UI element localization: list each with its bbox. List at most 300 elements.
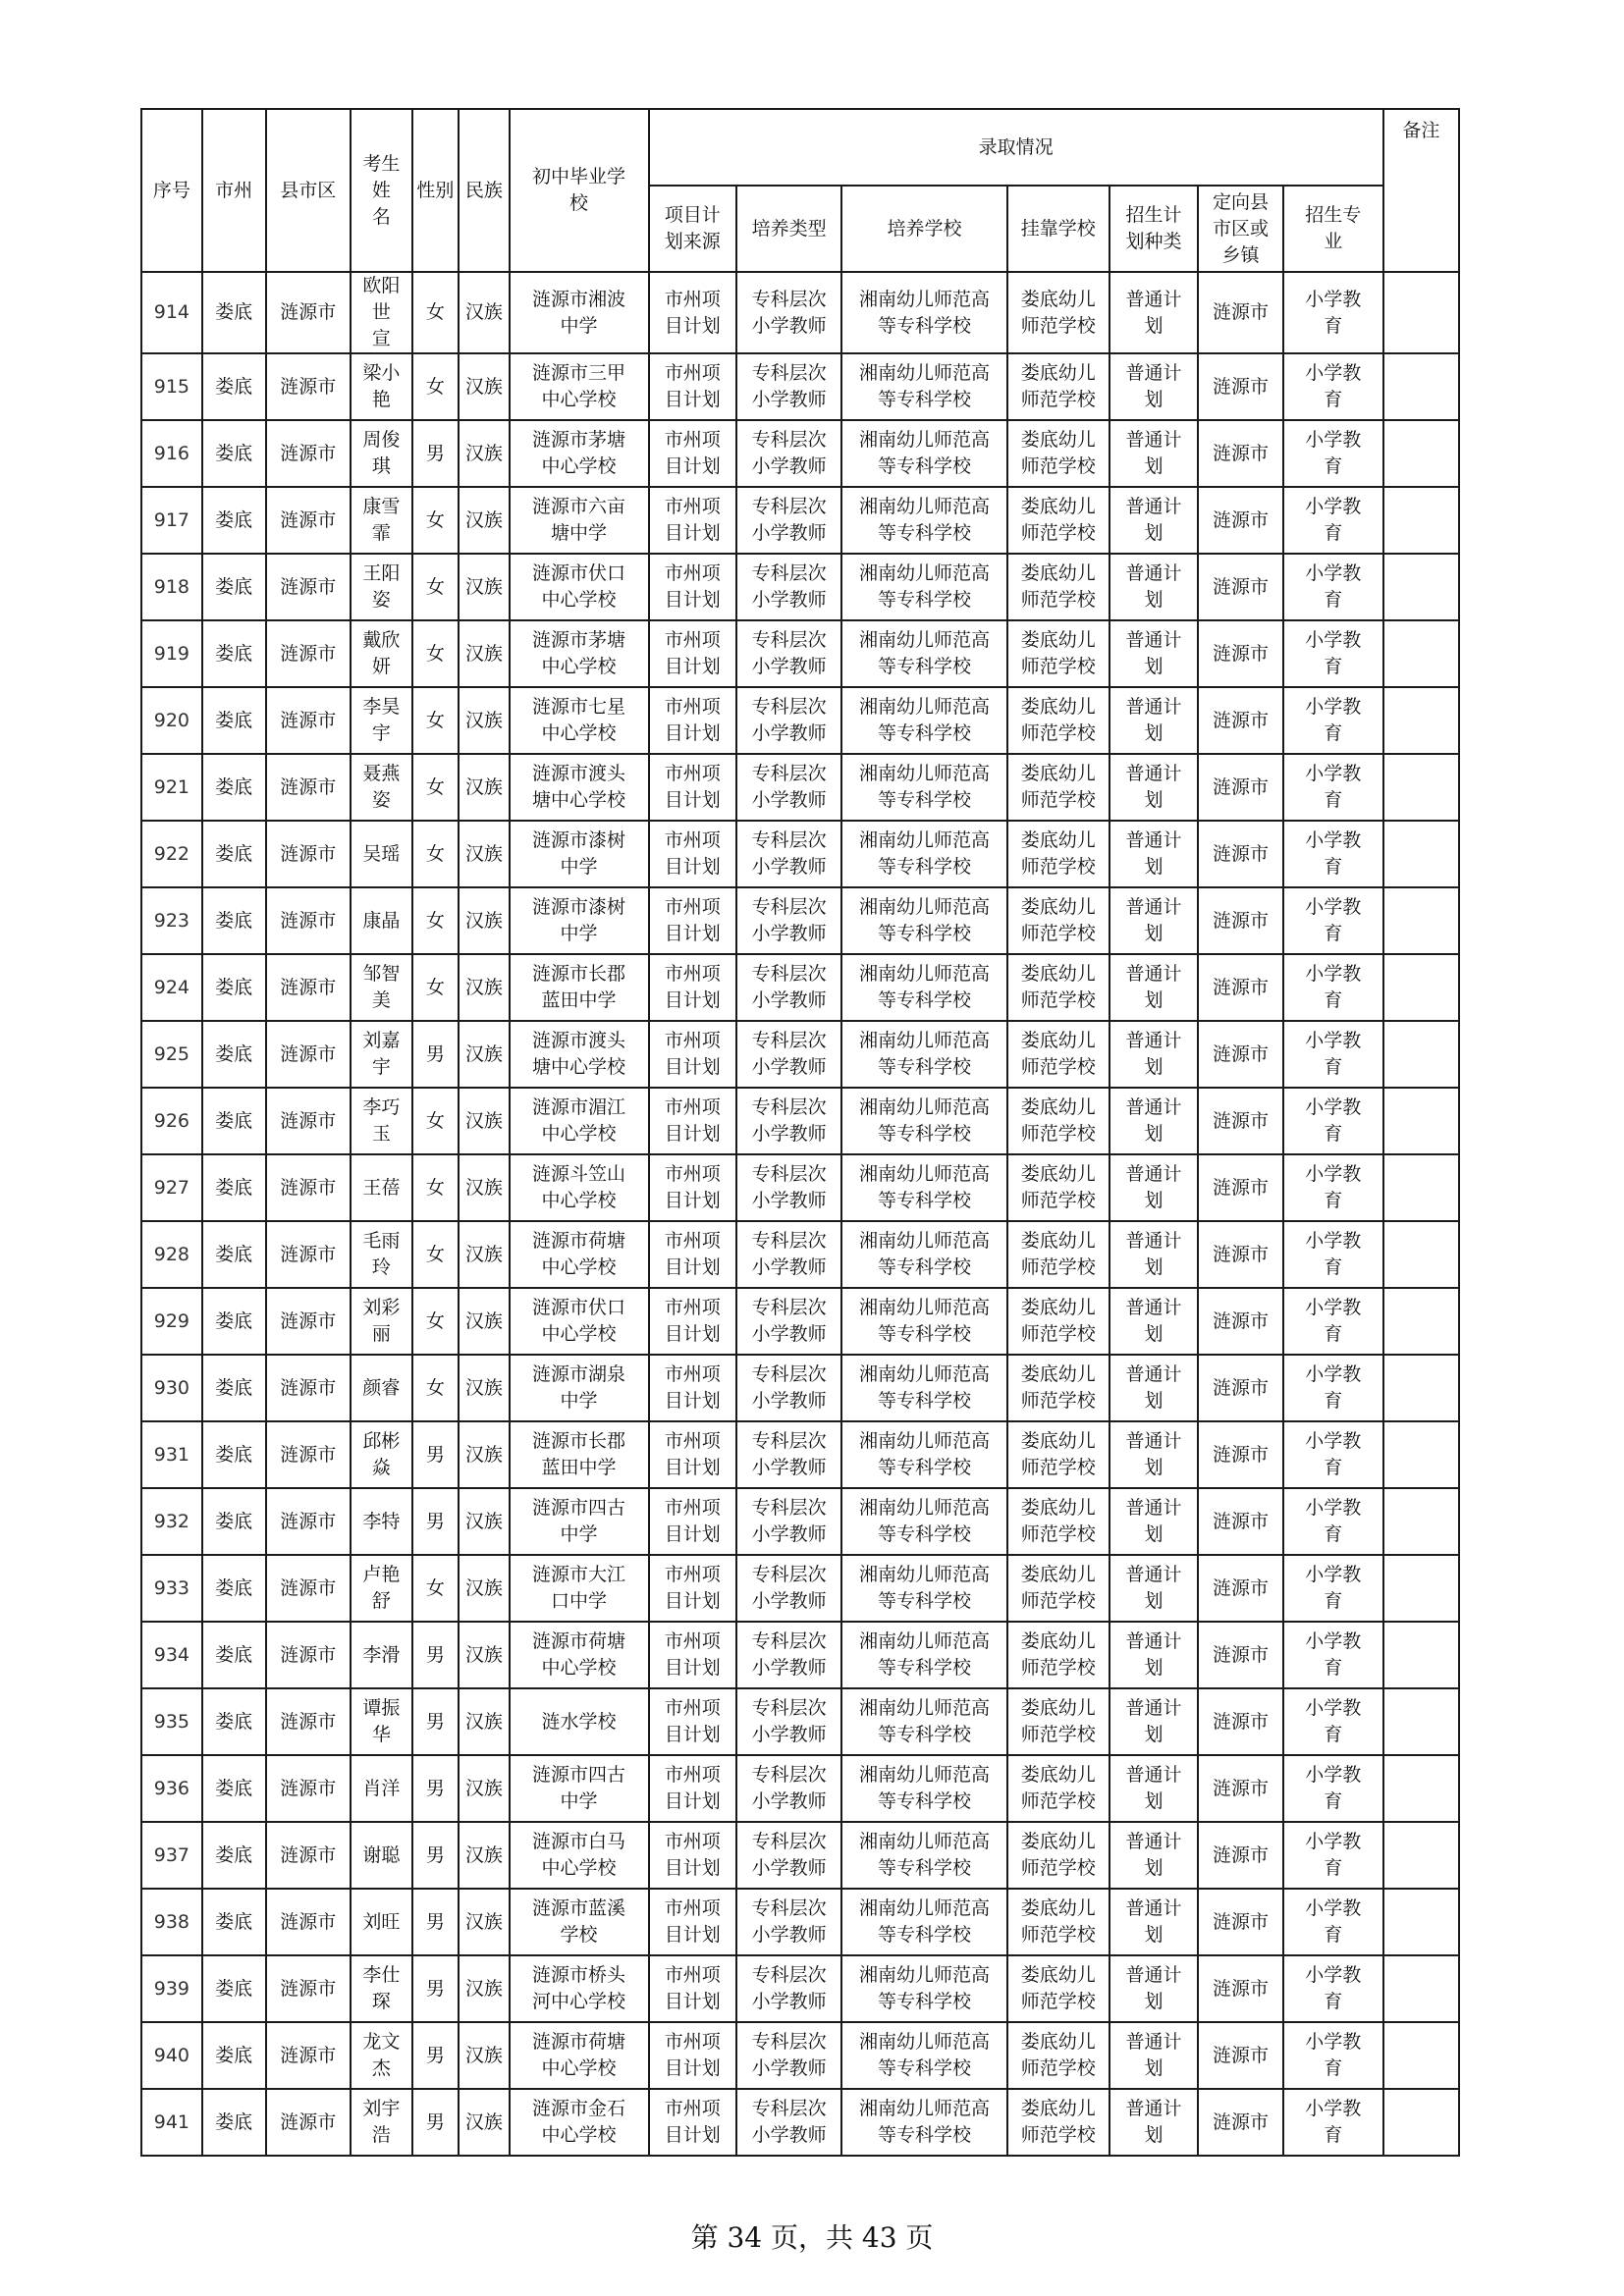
cell-gender: 女 — [412, 1221, 459, 1288]
cell-plan-source: 市州项 目计划 — [649, 887, 737, 954]
cell-middle-school: 涟源市长郡 蓝田中学 — [510, 1421, 649, 1488]
cell-training-school: 湘南幼儿师范高 等专科学校 — [841, 1955, 1007, 2022]
cell-affiliated-school: 娄底幼儿 师范学校 — [1007, 1021, 1110, 1088]
cell-major: 小学教 育 — [1283, 1488, 1383, 1555]
cell-major: 小学教 育 — [1283, 1221, 1383, 1288]
cell-city: 娄底 — [202, 687, 266, 754]
cell-directed-area: 涟源市 — [1198, 353, 1282, 420]
cell-ethnicity: 汉族 — [459, 1355, 509, 1421]
cell-gender: 女 — [412, 887, 459, 954]
cell-seq: 925 — [141, 1021, 202, 1088]
cell-major: 小学教 育 — [1283, 1622, 1383, 1688]
cell-directed-area: 涟源市 — [1198, 1355, 1282, 1421]
cell-middle-school: 涟源市漆树 中学 — [510, 821, 649, 887]
page-number: 第 34 页，共 43 页 — [690, 2221, 934, 2254]
cell-affiliated-school: 娄底幼儿 师范学校 — [1007, 687, 1110, 754]
cell-ethnicity: 汉族 — [459, 821, 509, 887]
cell-major: 小学教 育 — [1283, 1688, 1383, 1755]
table-row — [141, 887, 1459, 954]
cell-plan-kind: 普通计 划 — [1110, 754, 1199, 821]
header-seq: 序号 — [141, 109, 202, 272]
cell-county: 涟源市 — [266, 887, 351, 954]
cell-middle-school: 涟源市漆树 中学 — [510, 887, 649, 954]
cell-remarks — [1383, 1622, 1459, 1688]
cell-seq: 933 — [141, 1555, 202, 1622]
cell-plan-source: 市州项 目计划 — [649, 272, 737, 353]
cell-seq: 930 — [141, 1355, 202, 1421]
cell-affiliated-school: 娄底幼儿 师范学校 — [1007, 1688, 1110, 1755]
cell-major: 小学教 育 — [1283, 1889, 1383, 1955]
cell-training-type: 专科层次 小学教师 — [736, 353, 841, 420]
cell-seq: 927 — [141, 1154, 202, 1221]
cell-county: 涟源市 — [266, 487, 351, 554]
cell-ethnicity: 汉族 — [459, 754, 509, 821]
cell-remarks — [1383, 1154, 1459, 1221]
cell-remarks — [1383, 1755, 1459, 1822]
cell-training-school: 湘南幼儿师范高 等专科学校 — [841, 554, 1007, 620]
cell-major: 小学教 育 — [1283, 1955, 1383, 2022]
cell-major: 小学教 育 — [1283, 2022, 1383, 2089]
cell-ethnicity: 汉族 — [459, 1622, 509, 1688]
cell-plan-source: 市州项 目计划 — [649, 1154, 737, 1221]
cell-major: 小学教 育 — [1283, 1288, 1383, 1355]
table-row — [141, 1822, 1459, 1889]
cell-name: 邱彬焱 — [351, 1421, 412, 1488]
table-row — [141, 1555, 1459, 1622]
table-row — [141, 1021, 1459, 1088]
cell-county: 涟源市 — [266, 420, 351, 487]
table-row — [141, 353, 1459, 420]
cell-plan-source: 市州项 目计划 — [649, 487, 737, 554]
cell-major: 小学教 育 — [1283, 620, 1383, 687]
cell-ethnicity: 汉族 — [459, 272, 509, 353]
header-major: 招生专 业 — [1283, 186, 1383, 272]
cell-city: 娄底 — [202, 1021, 266, 1088]
cell-plan-kind: 普通计 划 — [1110, 1288, 1199, 1355]
cell-seq: 924 — [141, 954, 202, 1021]
header-name: 考生姓 名 — [351, 109, 412, 272]
cell-ethnicity: 汉族 — [459, 1488, 509, 1555]
cell-directed-area: 涟源市 — [1198, 1288, 1282, 1355]
cell-plan-kind: 普通计 划 — [1110, 1622, 1199, 1688]
header-remarks: 备注 — [1383, 109, 1459, 272]
cell-plan-source: 市州项 目计划 — [649, 620, 737, 687]
table-row — [141, 620, 1459, 687]
cell-training-school: 湘南幼儿师范高 等专科学校 — [841, 1088, 1007, 1154]
table-row — [141, 1889, 1459, 1955]
cell-middle-school: 涟源市长郡 蓝田中学 — [510, 954, 649, 1021]
cell-middle-school: 涟源市桥头 河中心学校 — [510, 1955, 649, 2022]
cell-city: 娄底 — [202, 1688, 266, 1755]
cell-seq: 923 — [141, 887, 202, 954]
cell-county: 涟源市 — [266, 1955, 351, 2022]
cell-ethnicity: 汉族 — [459, 687, 509, 754]
cell-middle-school: 涟源市湘波 中学 — [510, 272, 649, 353]
cell-gender: 男 — [412, 1822, 459, 1889]
cell-directed-area: 涟源市 — [1198, 420, 1282, 487]
cell-gender: 男 — [412, 1021, 459, 1088]
cell-plan-kind: 普通计 划 — [1110, 1421, 1199, 1488]
cell-plan-kind: 普通计 划 — [1110, 1889, 1199, 1955]
cell-seq: 935 — [141, 1688, 202, 1755]
cell-plan-kind: 普通计 划 — [1110, 1355, 1199, 1421]
cell-name: 戴欣妍 — [351, 620, 412, 687]
cell-name: 李滑 — [351, 1622, 412, 1688]
cell-remarks — [1383, 1221, 1459, 1288]
header-admission-status: 录取情况 — [649, 109, 1383, 186]
cell-seq: 940 — [141, 2022, 202, 2089]
cell-name: 刘旺 — [351, 1889, 412, 1955]
cell-affiliated-school: 娄底幼儿 师范学校 — [1007, 1555, 1110, 1622]
cell-plan-source: 市州项 目计划 — [649, 1755, 737, 1822]
cell-plan-kind: 普通计 划 — [1110, 1822, 1199, 1889]
cell-directed-area: 涟源市 — [1198, 821, 1282, 887]
cell-gender: 女 — [412, 1088, 459, 1154]
cell-seq: 917 — [141, 487, 202, 554]
cell-directed-area: 涟源市 — [1198, 554, 1282, 620]
cell-ethnicity: 汉族 — [459, 1555, 509, 1622]
cell-gender: 女 — [412, 353, 459, 420]
cell-training-type: 专科层次 小学教师 — [736, 420, 841, 487]
cell-ethnicity: 汉族 — [459, 954, 509, 1021]
cell-name: 邹智美 — [351, 954, 412, 1021]
cell-training-school: 湘南幼儿师范高 等专科学校 — [841, 272, 1007, 353]
cell-city: 娄底 — [202, 1355, 266, 1421]
cell-ethnicity: 汉族 — [459, 1021, 509, 1088]
cell-remarks — [1383, 1021, 1459, 1088]
cell-training-type: 专科层次 小学教师 — [736, 954, 841, 1021]
header-plan-source: 项目计 划来源 — [649, 186, 737, 272]
cell-training-type: 专科层次 小学教师 — [736, 1622, 841, 1688]
cell-affiliated-school: 娄底幼儿 师范学校 — [1007, 1822, 1110, 1889]
cell-remarks — [1383, 1088, 1459, 1154]
cell-plan-kind: 普通计 划 — [1110, 1555, 1199, 1622]
cell-name: 李仕琛 — [351, 1955, 412, 2022]
cell-major: 小学教 育 — [1283, 1822, 1383, 1889]
cell-remarks — [1383, 1488, 1459, 1555]
header-county: 县市区 — [266, 109, 351, 272]
cell-directed-area: 涟源市 — [1198, 1688, 1282, 1755]
header-ethnicity: 民族 — [459, 109, 509, 272]
table-row — [141, 754, 1459, 821]
header-gender: 性别 — [412, 109, 459, 272]
cell-ethnicity: 汉族 — [459, 1088, 509, 1154]
cell-name: 刘嘉宇 — [351, 1021, 412, 1088]
cell-middle-school: 涟源市金石 中心学校 — [510, 2089, 649, 2156]
cell-affiliated-school: 娄底幼儿 师范学校 — [1007, 821, 1110, 887]
cell-training-school: 湘南幼儿师范高 等专科学校 — [841, 1488, 1007, 1555]
cell-affiliated-school: 娄底幼儿 师范学校 — [1007, 420, 1110, 487]
cell-name: 梁小艳 — [351, 353, 412, 420]
cell-remarks — [1383, 554, 1459, 620]
cell-county: 涟源市 — [266, 1288, 351, 1355]
cell-training-type: 专科层次 小学教师 — [736, 1488, 841, 1555]
cell-training-type: 专科层次 小学教师 — [736, 1755, 841, 1822]
cell-seq: 937 — [141, 1822, 202, 1889]
cell-directed-area: 涟源市 — [1198, 1622, 1282, 1688]
cell-city: 娄底 — [202, 487, 266, 554]
cell-remarks — [1383, 353, 1459, 420]
cell-directed-area: 涟源市 — [1198, 272, 1282, 353]
cell-remarks — [1383, 487, 1459, 554]
cell-directed-area: 涟源市 — [1198, 1154, 1282, 1221]
cell-name: 李昊宇 — [351, 687, 412, 754]
cell-directed-area: 涟源市 — [1198, 1822, 1282, 1889]
cell-directed-area: 涟源市 — [1198, 1555, 1282, 1622]
cell-affiliated-school: 娄底幼儿 师范学校 — [1007, 1288, 1110, 1355]
cell-plan-source: 市州项 目计划 — [649, 2022, 737, 2089]
cell-gender: 女 — [412, 487, 459, 554]
cell-major: 小学教 育 — [1283, 272, 1383, 353]
cell-name: 李特 — [351, 1488, 412, 1555]
cell-gender: 女 — [412, 954, 459, 1021]
cell-middle-school: 涟源市白马 中心学校 — [510, 1822, 649, 1889]
table-row — [141, 954, 1459, 1021]
cell-training-type: 专科层次 小学教师 — [736, 887, 841, 954]
cell-training-type: 专科层次 小学教师 — [736, 1688, 841, 1755]
cell-plan-kind: 普通计 划 — [1110, 1755, 1199, 1822]
table-row — [141, 1154, 1459, 1221]
cell-city: 娄底 — [202, 754, 266, 821]
cell-training-school: 湘南幼儿师范高 等专科学校 — [841, 2022, 1007, 2089]
cell-major: 小学教 育 — [1283, 1555, 1383, 1622]
cell-directed-area: 涟源市 — [1198, 487, 1282, 554]
cell-affiliated-school: 娄底幼儿 师范学校 — [1007, 1755, 1110, 1822]
table-row — [141, 272, 1459, 353]
cell-city: 娄底 — [202, 1622, 266, 1688]
cell-gender: 女 — [412, 754, 459, 821]
cell-remarks — [1383, 272, 1459, 353]
cell-ethnicity: 汉族 — [459, 353, 509, 420]
cell-middle-school: 涟源市大江 口中学 — [510, 1555, 649, 1622]
cell-city: 娄底 — [202, 1154, 266, 1221]
cell-training-school: 湘南幼儿师范高 等专科学校 — [841, 821, 1007, 887]
cell-directed-area: 涟源市 — [1198, 954, 1282, 1021]
cell-training-type: 专科层次 小学教师 — [736, 1088, 841, 1154]
cell-plan-kind: 普通计 划 — [1110, 487, 1199, 554]
cell-seq: 928 — [141, 1221, 202, 1288]
cell-affiliated-school: 娄底幼儿 师范学校 — [1007, 954, 1110, 1021]
cell-plan-source: 市州项 目计划 — [649, 687, 737, 754]
cell-major: 小学教 育 — [1283, 554, 1383, 620]
header-plan-kind: 招生计 划种类 — [1110, 186, 1199, 272]
cell-gender: 女 — [412, 620, 459, 687]
cell-middle-school: 涟源市渡头 塘中心学校 — [510, 754, 649, 821]
cell-directed-area: 涟源市 — [1198, 1021, 1282, 1088]
cell-city: 娄底 — [202, 2022, 266, 2089]
cell-ethnicity: 汉族 — [459, 554, 509, 620]
cell-gender: 女 — [412, 272, 459, 353]
cell-ethnicity: 汉族 — [459, 1822, 509, 1889]
cell-middle-school: 涟源市湄江 中心学校 — [510, 1088, 649, 1154]
cell-city: 娄底 — [202, 821, 266, 887]
cell-training-type: 专科层次 小学教师 — [736, 821, 841, 887]
cell-remarks — [1383, 821, 1459, 887]
cell-training-school: 湘南幼儿师范高 等专科学校 — [841, 954, 1007, 1021]
cell-affiliated-school: 娄底幼儿 师范学校 — [1007, 1221, 1110, 1288]
cell-directed-area: 涟源市 — [1198, 887, 1282, 954]
cell-county: 涟源市 — [266, 620, 351, 687]
cell-plan-kind: 普通计 划 — [1110, 272, 1199, 353]
cell-training-school: 湘南幼儿师范高 等专科学校 — [841, 420, 1007, 487]
roster-body — [141, 272, 1459, 2156]
header-training-type: 培养类型 — [736, 186, 841, 272]
cell-training-school: 湘南幼儿师范高 等专科学校 — [841, 754, 1007, 821]
cell-name: 谭振华 — [351, 1688, 412, 1755]
cell-major: 小学教 育 — [1283, 754, 1383, 821]
cell-city: 娄底 — [202, 620, 266, 687]
cell-middle-school: 涟源市湖泉 中学 — [510, 1355, 649, 1421]
cell-directed-area: 涟源市 — [1198, 687, 1282, 754]
cell-affiliated-school: 娄底幼儿 师范学校 — [1007, 1154, 1110, 1221]
cell-directed-area: 涟源市 — [1198, 2022, 1282, 2089]
cell-ethnicity: 汉族 — [459, 1221, 509, 1288]
cell-plan-kind: 普通计 划 — [1110, 1088, 1199, 1154]
cell-training-school: 湘南幼儿师范高 等专科学校 — [841, 353, 1007, 420]
cell-county: 涟源市 — [266, 1622, 351, 1688]
cell-remarks — [1383, 620, 1459, 687]
cell-remarks — [1383, 1555, 1459, 1622]
cell-plan-source: 市州项 目计划 — [649, 1555, 737, 1622]
cell-county: 涟源市 — [266, 554, 351, 620]
cell-gender: 女 — [412, 554, 459, 620]
cell-major: 小学教 育 — [1283, 1421, 1383, 1488]
cell-name: 王阳姿 — [351, 554, 412, 620]
cell-ethnicity: 汉族 — [459, 2089, 509, 2156]
cell-affiliated-school: 娄底幼儿 师范学校 — [1007, 2089, 1110, 2156]
cell-ethnicity: 汉族 — [459, 620, 509, 687]
cell-gender: 男 — [412, 1421, 459, 1488]
table-row — [141, 2089, 1459, 2156]
cell-plan-source: 市州项 目计划 — [649, 1488, 737, 1555]
cell-seq: 941 — [141, 2089, 202, 2156]
cell-directed-area: 涟源市 — [1198, 620, 1282, 687]
cell-county: 涟源市 — [266, 1221, 351, 1288]
cell-ethnicity: 汉族 — [459, 1154, 509, 1221]
table-row — [141, 1088, 1459, 1154]
cell-plan-source: 市州项 目计划 — [649, 1021, 737, 1088]
cell-plan-kind: 普通计 划 — [1110, 1154, 1199, 1221]
cell-remarks — [1383, 1355, 1459, 1421]
cell-plan-kind: 普通计 划 — [1110, 2089, 1199, 2156]
cell-directed-area: 涟源市 — [1198, 1488, 1282, 1555]
header-middle-school: 初中毕业学 校 — [510, 109, 649, 272]
cell-plan-source: 市州项 目计划 — [649, 1421, 737, 1488]
cell-ethnicity: 汉族 — [459, 420, 509, 487]
cell-remarks — [1383, 1421, 1459, 1488]
cell-training-school: 湘南幼儿师范高 等专科学校 — [841, 1288, 1007, 1355]
cell-city: 娄底 — [202, 1889, 266, 1955]
cell-training-school: 湘南幼儿师范高 等专科学校 — [841, 1021, 1007, 1088]
cell-training-school: 湘南幼儿师范高 等专科学校 — [841, 1688, 1007, 1755]
cell-county: 涟源市 — [266, 687, 351, 754]
cell-county: 涟源市 — [266, 1889, 351, 1955]
cell-training-type: 专科层次 小学教师 — [736, 1889, 841, 1955]
cell-plan-source: 市州项 目计划 — [649, 353, 737, 420]
cell-seq: 929 — [141, 1288, 202, 1355]
cell-city: 娄底 — [202, 272, 266, 353]
cell-gender: 男 — [412, 1488, 459, 1555]
cell-middle-school: 涟源市荷塘 中心学校 — [510, 2022, 649, 2089]
cell-affiliated-school: 娄底幼儿 师范学校 — [1007, 1622, 1110, 1688]
cell-plan-kind: 普通计 划 — [1110, 1488, 1199, 1555]
cell-training-type: 专科层次 小学教师 — [736, 1021, 841, 1088]
cell-remarks — [1383, 887, 1459, 954]
cell-middle-school: 涟源市茅塘 中心学校 — [510, 620, 649, 687]
cell-gender: 女 — [412, 1355, 459, 1421]
cell-plan-source: 市州项 目计划 — [649, 821, 737, 887]
cell-middle-school: 涟源市四古 中学 — [510, 1488, 649, 1555]
cell-affiliated-school: 娄底幼儿 师范学校 — [1007, 2022, 1110, 2089]
cell-directed-area: 涟源市 — [1198, 1889, 1282, 1955]
cell-major: 小学教 育 — [1283, 1355, 1383, 1421]
header-training-school: 培养学校 — [841, 186, 1007, 272]
cell-plan-source: 市州项 目计划 — [649, 954, 737, 1021]
cell-middle-school: 涟源市三甲 中心学校 — [510, 353, 649, 420]
cell-directed-area: 涟源市 — [1198, 2089, 1282, 2156]
cell-ethnicity: 汉族 — [459, 1755, 509, 1822]
cell-training-school: 湘南幼儿师范高 等专科学校 — [841, 1355, 1007, 1421]
cell-plan-kind: 普通计 划 — [1110, 620, 1199, 687]
cell-name: 肖洋 — [351, 1755, 412, 1822]
cell-gender: 男 — [412, 1622, 459, 1688]
cell-major: 小学教 育 — [1283, 487, 1383, 554]
table-row — [141, 554, 1459, 620]
cell-training-type: 专科层次 小学教师 — [736, 1221, 841, 1288]
cell-major: 小学教 育 — [1283, 1021, 1383, 1088]
cell-name: 欧阳世 宣 — [351, 272, 412, 353]
cell-ethnicity: 汉族 — [459, 887, 509, 954]
cell-training-school: 湘南幼儿师范高 等专科学校 — [841, 887, 1007, 954]
cell-middle-school: 涟源市四古 中学 — [510, 1755, 649, 1822]
cell-county: 涟源市 — [266, 1822, 351, 1889]
cell-plan-kind: 普通计 划 — [1110, 1955, 1199, 2022]
cell-middle-school: 涟源市荷塘 中心学校 — [510, 1221, 649, 1288]
cell-ethnicity: 汉族 — [459, 1421, 509, 1488]
cell-middle-school: 涟源市六亩 塘中学 — [510, 487, 649, 554]
cell-directed-area: 涟源市 — [1198, 1088, 1282, 1154]
cell-gender: 男 — [412, 1688, 459, 1755]
table-row — [141, 1421, 1459, 1488]
table-row — [141, 1488, 1459, 1555]
cell-training-type: 专科层次 小学教师 — [736, 1955, 841, 2022]
cell-remarks — [1383, 2022, 1459, 2089]
cell-affiliated-school: 娄底幼儿 师范学校 — [1007, 272, 1110, 353]
cell-name: 周俊琪 — [351, 420, 412, 487]
cell-county: 涟源市 — [266, 1021, 351, 1088]
cell-seq: 918 — [141, 554, 202, 620]
cell-training-school: 湘南幼儿师范高 等专科学校 — [841, 2089, 1007, 2156]
cell-county: 涟源市 — [266, 1755, 351, 1822]
cell-remarks — [1383, 1955, 1459, 2022]
cell-training-type: 专科层次 小学教师 — [736, 2022, 841, 2089]
cell-city: 娄底 — [202, 1288, 266, 1355]
admission-roster-table — [140, 108, 1460, 2157]
cell-name: 康晶 — [351, 887, 412, 954]
cell-ethnicity: 汉族 — [459, 487, 509, 554]
cell-remarks — [1383, 954, 1459, 1021]
cell-major: 小学教 育 — [1283, 1755, 1383, 1822]
header-affiliated-school: 挂靠学校 — [1007, 186, 1110, 272]
cell-gender: 女 — [412, 1555, 459, 1622]
cell-training-school: 湘南幼儿师范高 等专科学校 — [841, 687, 1007, 754]
cell-gender: 男 — [412, 2089, 459, 2156]
cell-training-school: 湘南幼儿师范高 等专科学校 — [841, 1154, 1007, 1221]
cell-major: 小学教 育 — [1283, 1088, 1383, 1154]
cell-middle-school: 涟源市七星 中心学校 — [510, 687, 649, 754]
cell-training-type: 专科层次 小学教师 — [736, 1154, 841, 1221]
cell-plan-source: 市州项 目计划 — [649, 1355, 737, 1421]
